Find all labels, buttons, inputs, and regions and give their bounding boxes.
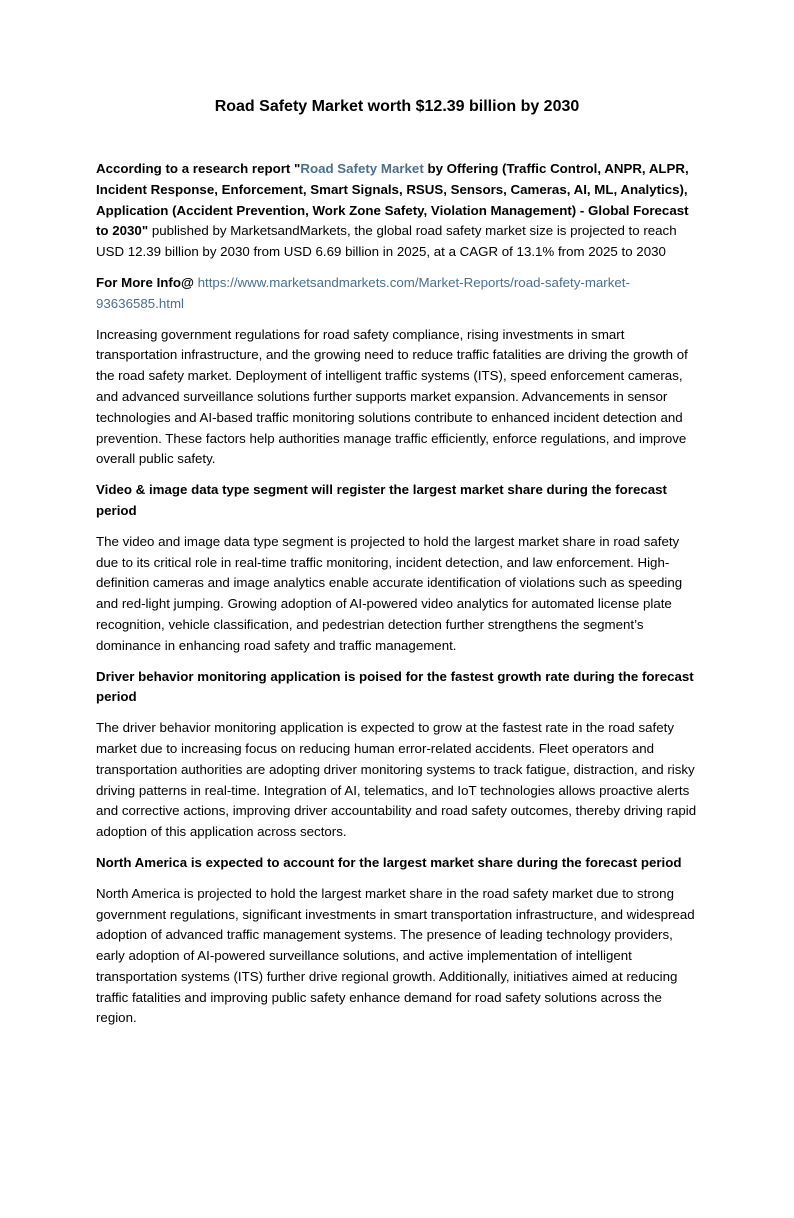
more-info-label: For More Info@: [96, 274, 198, 290]
report-link[interactable]: Road Safety Market: [300, 161, 424, 176]
section-body-north-america: North America is projected to hold the largest market share in the road safety market due to strong government regulations, significant investments in smart transportation infrastructure, and widespread adoption of advanced traffic management systems. The presence of leading technology providers, early adoption of AI-powered surveillance solutions, and active implementation of intelligent transportation systems (ITS) further drive regional growth. Additionally, initiatives aimed at reducing traffic fatalities and improving public safety enhance demand for road safety solutions across the region.: [96, 885, 695, 1026]
document-page: [0, 95, 794, 1218]
overview-paragraph: Increasing government regulations for road safety compliance, rising investments in smart transportation infrastructure, and the growing need to reduce traffic fatalities are driving the growth of the road safety market. Deployment of intelligent traffic systems (ITS), speed enforcement cameras, and advanced surveillance solutions further supports market expansion. Advancements in sensor technologies and AI-based traffic monitoring solutions contribute to enhanced incident detection and prevention. These factors help authorities manage traffic efficiently, enforce regulations, and improve overall public safety.: [96, 326, 688, 467]
section-heading-video: Video & image data type segment will register the largest market share during the forecast period: [96, 482, 667, 518]
section-body-driver: The driver behavior monitoring application is expected to grow at the fastest rate in the road safety market due to increasing focus on reducing human error-related accidents. Fleet operators and transportation authorities are adopting driver monitoring systems to track fatigue, distraction, and risky driving patterns in real-time. Integration of AI, telematics, and IoT technologies allows proactive alerts and corrective actions, improving driver accountability and road safety outcomes, thereby driving rapid adoption of this application across sectors.: [96, 720, 697, 840]
section-body-video: The video and image data type segment is projected to hold the largest market share in road safety due to its critical role in real-time traffic monitoring, incident detection, and law enforcement. High-definition cameras and image analytics enable accurate identification of violations such as speeding and red-light jumping. Growing adoption of AI-powered video analytics for automated license plate recognition, vehicle classification, and pedestrian detection further strengthens the segment’s dominance in enhancing road safety and traffic management.: [96, 533, 683, 653]
report-title: by Offering (Traffic Control, ANPR, ALPR, Incident Response, Enforcement, Smart Signals, RSUS, Sensors, Cameras, AI, ML, Analytics), Application (Accident Prevention, Work Zone Safety, Violation Management) - Global Forecast to 2030": [96, 161, 689, 239]
more-info-line: [96, 273, 698, 315]
more-info-link[interactable]: https://www.marketsandmarkets.com/Market-Reports/road-safety-market-93636585.html: [96, 274, 630, 311]
section-heading-driver: Driver behavior monitoring application is poised for the fastest growth rate during the forecast period: [96, 668, 694, 705]
section-heading-north-america: North America is expected to account for the largest market share during the forecast period: [96, 854, 682, 870]
intro-paragraph: [96, 159, 698, 263]
intro-body: published by MarketsandMarkets, the global road safety market size is projected to reach USD 12.39 billion by 2030 from USD 6.69 billion in 2025, at a CAGR of 13.1% from 2025 to 2030: [96, 223, 677, 260]
intro-prefix: According to a research report ": [96, 161, 301, 176]
page-title: Road Safety Market worth $12.39 billion by 2030: [214, 98, 580, 115]
document-body: [96, 159, 698, 1029]
